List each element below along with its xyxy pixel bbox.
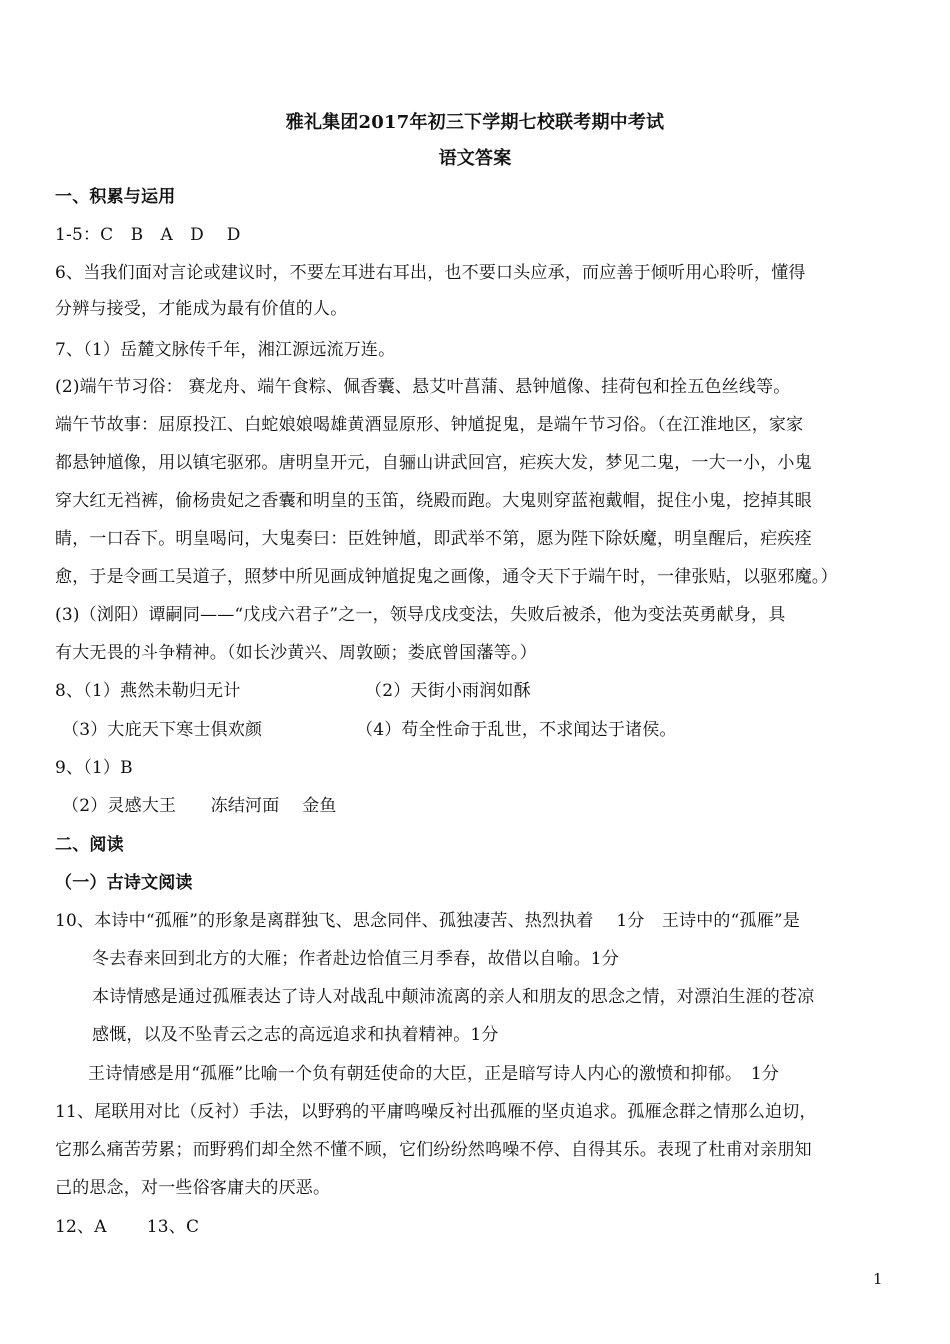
answer-q7-story-line: 穿大红无裆裤，偷杨贵妃之香囊和明皇的玉笛，绕殿而跑。大鬼则穿蓝袍戴帽，捉住小鬼，挖掉其眼 xyxy=(55,491,812,511)
answer-q8-2: （2）天街小雨润如酥 xyxy=(365,681,531,701)
answer-q12-13: 12、A 13、C xyxy=(55,1217,200,1237)
answer-q6-line: 6、当我们面对言论或建议时，不要左耳进右耳出，也不要口头应承，而应善于倾听用心聆听，懂得 xyxy=(55,263,806,283)
answer-q10-line: 冬去春来回到北方的大雁；作者赴边恰值三月季春，故借以自喻。1分 xyxy=(92,949,620,969)
answer-q8-row xyxy=(62,719,907,741)
answer-q11-line: 11、尾联用对比（反衬）手法，以野鸦的平庸鸣噪反衬出孤雁的坚贞追求。孤雁念群之情那么迫切， xyxy=(55,1102,817,1122)
answer-q9-1: 9、（1）B xyxy=(55,758,133,778)
section-heading-accumulation: 一、积累与运用 xyxy=(55,187,176,207)
answer-q10-line: 10、本诗中“孤雁”的形象是离群独飞、思念同伴、孤独凄苦、热烈执着 1分 王诗中的“孤雁”是 xyxy=(55,911,801,931)
answer-q10-line: 王诗情感是用“孤雁”比喻一个负有朝廷使命的大臣，正是暗写诗人内心的激愤和抑郁。 1分 xyxy=(88,1064,780,1084)
answer-q11-line: 它那么痛苦劳累；而野鸦们却全然不懂不顾，它们纷纷然鸣噪不停、自得其乐。表现了杜甫对亲朋知 xyxy=(55,1140,812,1160)
answer-q8-4: （4）苟全性命于乱世，不求闻达于诸侯。 xyxy=(356,720,677,740)
answer-q7-story-line: 都悬钟馗像，用以镇宅驱邪。唐明皇开元，自骊山讲武回宫，疟疾大发，梦见二鬼，一大一小，小鬼 xyxy=(55,453,812,473)
answer-q8-3: （3）大庇天下寒士俱欢颜 xyxy=(62,720,263,740)
answer-q7-story-line: 愈，于是令画工吴道子，照梦中所见画成钟馗捉鬼之画像，通令天下于端午时，一律张贴，以驱邪魔。） xyxy=(55,567,838,587)
page-subtitle: 语文答案 xyxy=(438,148,512,169)
answer-q8-1: 8、（1）燕然未勒归无计 xyxy=(55,681,241,701)
answer-q8-row xyxy=(55,680,900,702)
answer-q7-3-line: 有大无畏的斗争精神。（如长沙黄兴、周敦颐；娄底曾国藩等。） xyxy=(55,643,537,663)
answer-q10-line: 本诗情感是通过孤雁表达了诗人对战乱中颠沛流离的亲人和朋友的思念之情，对漂泊生涯的苍凉 xyxy=(92,987,815,1007)
answer-q6-line: 分辨与接受，才能成为最有价值的人。 xyxy=(55,299,348,319)
page-number: 1 xyxy=(873,1270,883,1288)
answer-q9-2: （2）灵感大王 冻结河面 金鱼 xyxy=(62,796,337,816)
answer-q7-story-line: 端午节故事：屈原投江、白蛇娘娘喝雄黄酒显原形、钟馗捉鬼，是端午节习俗。（在江淮地区，家家 xyxy=(55,415,804,435)
answer-q7-2: (2)端午节习俗： 赛龙舟、端午食粽、佩香囊、悬艾叶菖蒲、悬钟馗像、挂荷包和拴五色丝线等。 xyxy=(55,377,791,397)
page-title: 雅礼集团2017年初三下学期七校联考期中考试 xyxy=(285,112,665,133)
answer-q10-line: 感慨，以及不坠青云之志的高远追求和执着精神。1分 xyxy=(92,1025,499,1045)
subsection-heading-classical: （一）古诗文阅读 xyxy=(55,873,193,893)
answer-q11-line: 己的思念，对一些俗客庸夫的厌恶。 xyxy=(55,1178,331,1198)
answer-q7-1: 7、（1）岳麓文脉传千年，湘江源远流万连。 xyxy=(55,340,396,360)
answer-q7-3-line: (3)（浏阳）谭嗣同——“戊戌六君子”之一，领导戊戌变法，失败后被杀，他为变法英勇献身，具 xyxy=(55,605,786,625)
section-heading-reading: 二、阅读 xyxy=(55,835,124,855)
answer-q7-story-line: 睛，一口吞下。明皇喝问，大鬼奏曰：臣姓钟馗，即武举不第，愿为陛下除妖魔，明皇醒后，疟疾痊 xyxy=(55,529,812,549)
answer-q1-5: 1-5：C B A D D xyxy=(55,225,241,245)
